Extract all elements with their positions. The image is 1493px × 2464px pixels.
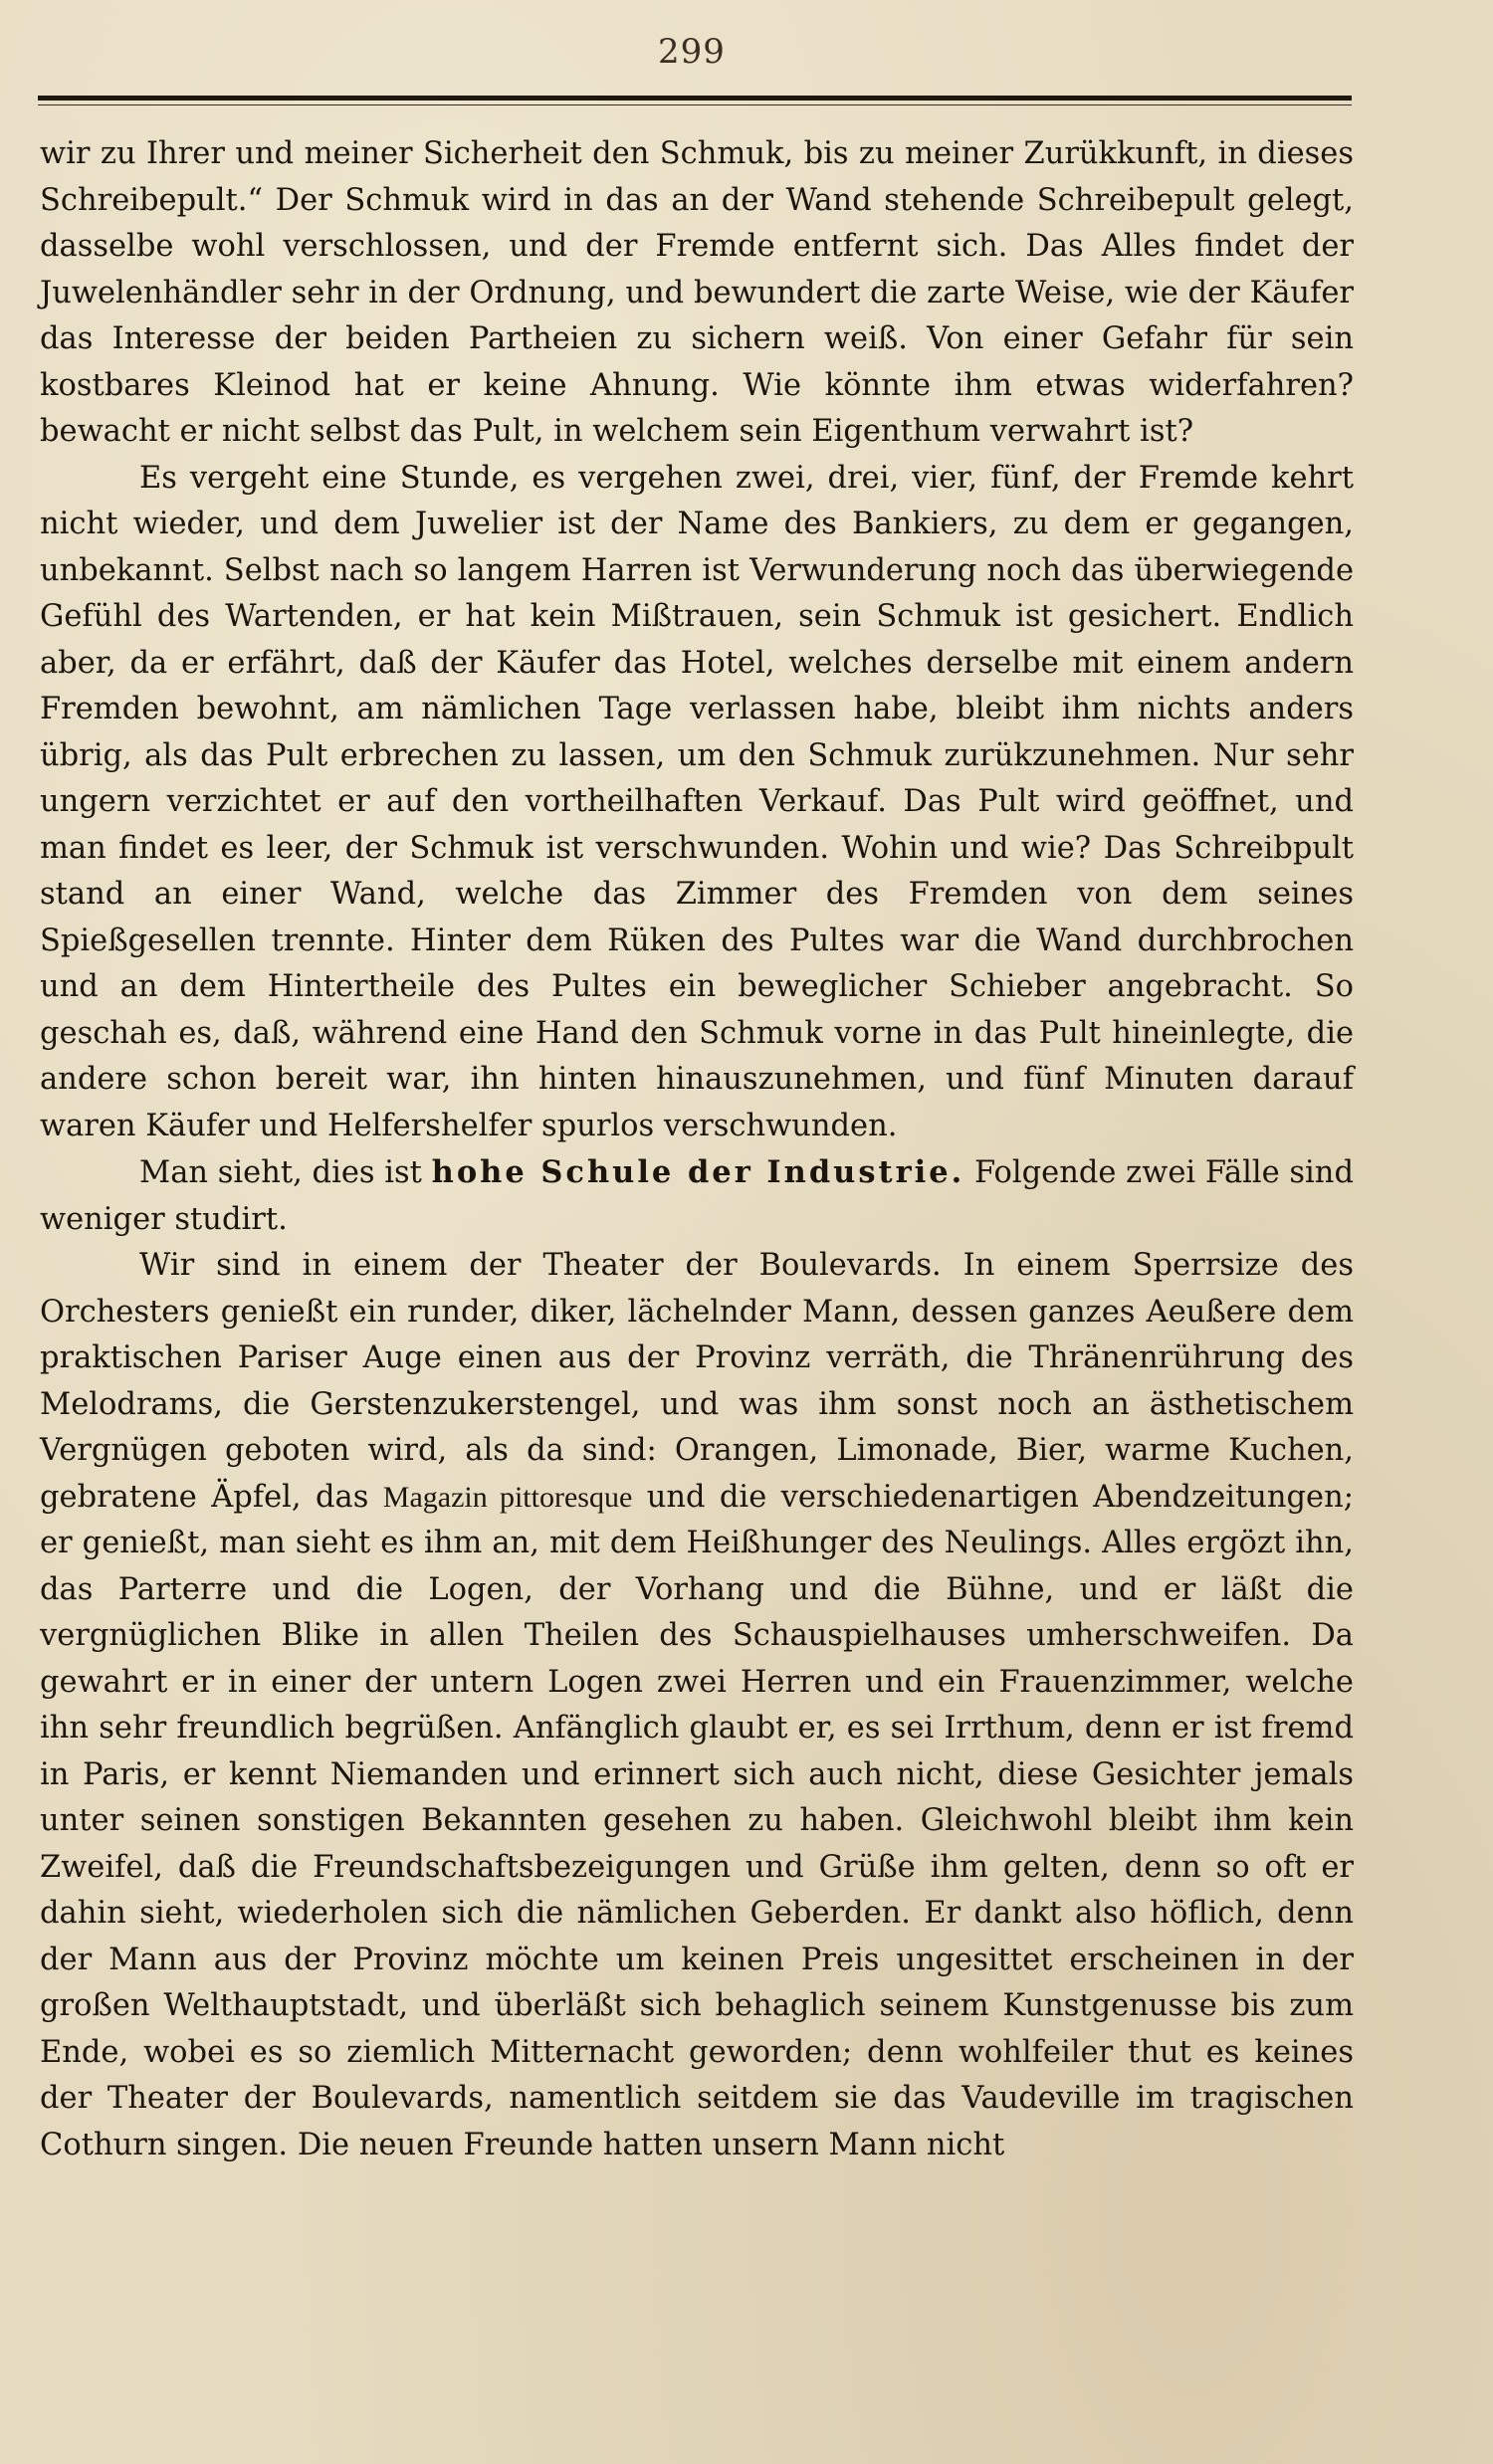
paragraph-3-emphasis: hohe Schule der Industrie. <box>431 1154 965 1190</box>
paragraph-4-after: und die verschiedenartigen Abendzeitungen; er genießt, man sieht es ihm an, mit dem Heißhunger des Neulings. Alles ergözt ihn, das Parterre und die Logen, der Vorhang und die Bühne, und er läßt die vergnüglichen Blike in allen Theilen des Schauspielhauses umherschweifen. Da gewahrt er in einer der untern Logen zwei Herren und ein Frauenzimmer, welche ihn sehr freundlich begrüßen. Anfänglich glaubt er, es sei Irrthum, denn er ist fremd in Paris, er kennt Niemanden und erinnert sich auch nicht, diese Gesichter jemals unter seinen sonstigen Bekannten gesehen zu haben. Gleichwohl bleibt ihm kein Zweifel, daß die Freundschaftsbezeigungen und Grüße ihm gelten, denn so oft er dahin sieht, wiederholen sich die nämlichen Geberden. Er dankt also höflich, denn der Mann aus der Provinz möchte um keinen Preis ungesittet erscheinen in der großen Welthauptstadt, und überläßt sich behaglich seinem Kunstgenusse bis zum Ende, wobei es so ziemlich Mitternacht geworden; denn wohlfeiler thut es keines der Theater der Boulevards, namentlich seitdem sie das Vaudeville im tragischen Cothurn singen. Die neuen Freunde hatten unsern Mann nicht <box>40 1479 1354 2162</box>
paragraph-3 <box>40 1149 1354 1243</box>
header-rule <box>38 96 1352 101</box>
paragraph-4 <box>40 1243 1354 2168</box>
paragraph-2: Es vergeht eine Stunde, es vergehen zwei, drei, vier, fünf, der Fremde kehrt nicht wieder, und dem Juwelier ist der Name des Bankiers, zu dem er gegangen, unbekannt. Selbst nach so langem Harren ist Verwunderung noch das überwiegende Gefühl des Wartenden, er hat kein Mißtrauen, sein Schmuk ist gesichert. Endlich aber, da er erfährt, daß der Käufer das Hotel, welches derselbe mit einem andern Fremden bewohnt, am nämlichen Tage verlassen habe, bleibt ihm nichts anders übrig, als das Pult erbrechen zu lassen, um den Schmuk zurükzunehmen. Nur sehr ungern verzichtet er auf den vortheilhaften Verkauf. Das Pult wird geöffnet, und man findet es leer, der Schmuk ist verschwunden. Wohin und wie? Das Schreibpult stand an einer Wand, welche das Zimmer des Fremden von dem seines Spießgesellen trennte. Hinter dem Rüken des Pultes war die Wand durchbrochen und an dem Hintertheile des Pultes ein beweglicher Schieber angebracht. So geschah es, daß, während eine Hand den Schmuk vorne in das Pult hineinlegte, die andere schon bereit war, ihn hinten hinauszunehmen, und fünf Minuten darauf waren Käufer und Helfershelfer spurlos verschwunden. <box>40 460 1354 1143</box>
paragraph-3-after: Folgende zwei Fälle sind weniger studirt. <box>40 1155 1354 1237</box>
paragraph-1: wir zu Ihrer und meiner Sicherheit den Schmuk, bis zu meiner Zurükkunft, in dieses Schreibepult.“ Der Schmuk wird in das an der Wand stehende Schreibepult gelegt, dasselbe wohl verschlossen, und der Fremde entfernt sich. Das Alles findet der Juwelenhändler sehr in der Ordnung, und bewundert die zarte Weise, wie der Käufer das Interesse der beiden Partheien zu sichern weiß. Von einer Gefahr für sein kostbares Kleinod hat er keine Ahnung. Wie könnte ihm etwas widerfahren? bewacht er nicht selbst das Pult, in welchem sein Eigenthum verwahrt ist? <box>40 136 1354 449</box>
paragraph-4-before: Wir sind in einem der Theater der Boulevards. In einem Sperrsize des Orchesters genießt ein runder, diker, lächelnder Mann, dessen ganzes Aeußere dem praktischen Pariser Auge einen aus der Provinz verräth, die Thränenrührung des Melodrams, die Gerstenzukerstengel, und was ihm sonst noch an ästhetischem Vergnügen geboten wird, als da sind: Orangen, Limonade, Bier, warme Kuchen, gebratene Äpfel, das <box>40 1248 1354 1515</box>
body-text <box>40 131 1354 2168</box>
magazine-title: Magazin pittoresque <box>382 1480 633 1514</box>
paragraph-3-before: Man sieht, dies ist <box>139 1155 432 1190</box>
page-number: 299 <box>658 32 726 72</box>
